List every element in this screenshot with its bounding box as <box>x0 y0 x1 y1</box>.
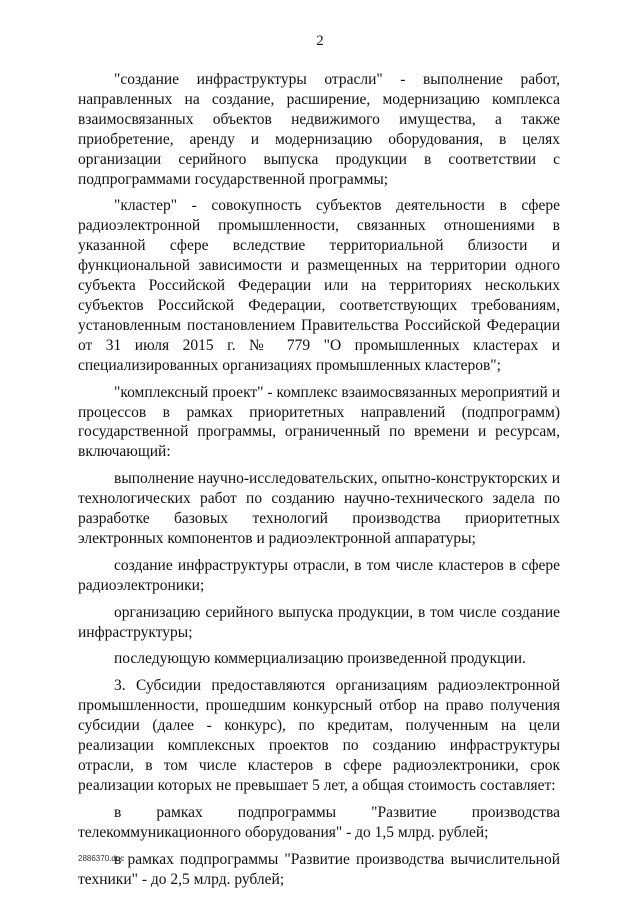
footer-filename: 2886370.doc <box>78 854 125 863</box>
paragraph-item-serial-production: организацию серийного выпуска продукции, в том числе создание инфраструктуры; <box>78 603 560 641</box>
paragraph-item-research: выполнение научно-исследовательских, опытно-конструкторских и технологических работ по созданию научно-технического задела по разработке базовых технологий производства приоритетных электронных компонентов и радиоэлектронной аппаратуры; <box>78 470 560 547</box>
document-body <box>78 70 560 889</box>
paragraph-item-commercialization: последующую коммерциализацию произведенной продукции. <box>114 650 526 668</box>
paragraph-definition-complex-project: "комплексный проект" - комплекс взаимосвязанных мероприятий и процессов в рамках приоритетных направлений (подпрограмм) государственной программы, ограниченный по времени и ресурсам, включающий: <box>78 383 560 461</box>
paragraph-subsidies: 3. Субсидии предоставляются организациям радиоэлектронной промышленности, прошедшим конкурсный отбор на право получения субсидии (далее - конкурс), по кредитам, полученным на цели реализации комплексных проектов по созданию инфраструктуры отрасли, в том числе кластеров в сфере радиоэлектроники, срок реализации которых не превышает 5 лет, а общая стоимость составляет: <box>78 677 560 794</box>
paragraph-item-infrastructure: создание инфраструктуры отрасли, в том числе кластеров в сфере радиоэлектроники; <box>78 556 560 594</box>
paragraph-definition-cluster: "кластер" - совокупность субъектов деятельности в сфере радиоэлектронной промышленности, связанных отношениями в указанной сфере вследствие территориальной близости и функциональной зависимости и размещенных на территории одного субъекта Российской Федерации или на территориях нескольких субъектов Российской Федерации, соответствующих требованиям, установленным постановлением Правительства Российской Федерации от 31 июля 2015 г. № 779 "О промышленных кластерах и специализированных организациях промышленных кластеров"; <box>78 197 560 374</box>
paragraph-subprogram-computing: в рамках подпрограммы "Развитие производства вычислительной техники" - до 2,5 млрд. рублей; <box>78 850 560 888</box>
paragraph-definition-infrastructure: "создание инфраструктуры отрасли" - выполнение работ, направленных на создание, расширение, модернизацию комплекса взаимосвязанных объектов недвижимого имущества, а также приобретение, аренду и модернизацию оборудования, в целях организации серийного выпуска продукции в соответствии с подпрограммами государственной программы; <box>78 71 560 188</box>
paragraph-subprogram-telecom: в рамках подпрограммы "Развитие производства телекоммуникационного оборудования" - до 1,5 млрд. рублей; <box>78 803 560 841</box>
page-number: 2 <box>316 33 324 49</box>
